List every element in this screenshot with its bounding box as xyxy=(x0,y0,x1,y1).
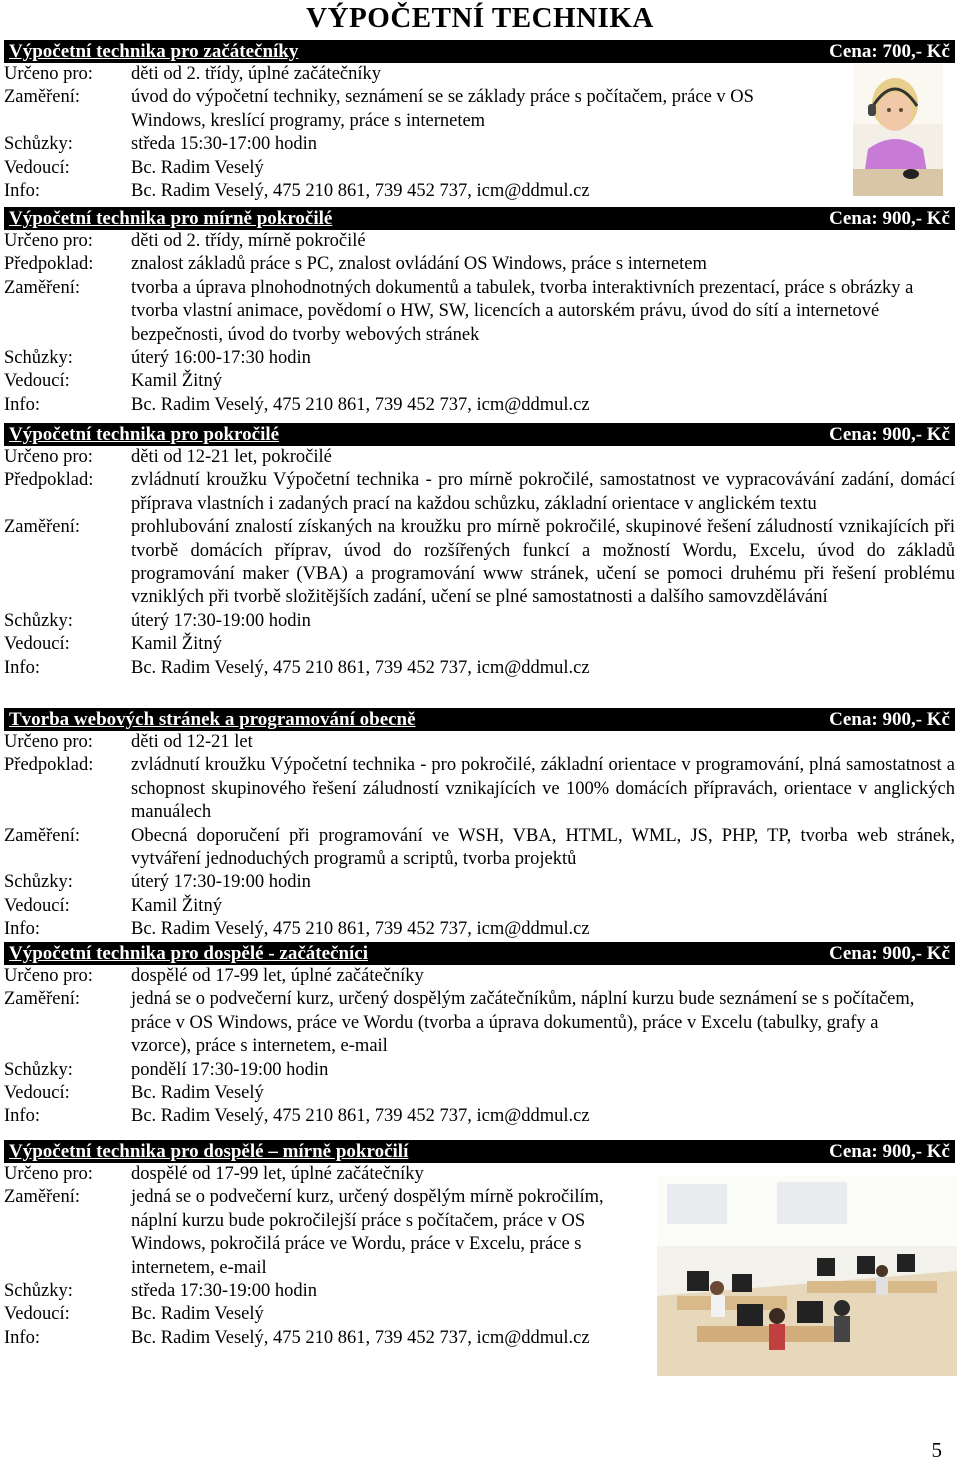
row-info xyxy=(4,657,955,680)
row-value: Bc. Radim Veselý xyxy=(131,1304,264,1325)
row-leader xyxy=(4,1082,955,1105)
row-value: děti od 12-21 let, pokročilé xyxy=(131,447,332,467)
row-label: Předpoklad: xyxy=(4,254,94,275)
row-value: Kamil Žitný xyxy=(131,895,222,916)
row-value: Bc. Radim Veselý, 475 210 861, 739 452 737, icm@ddmul.cz xyxy=(131,1327,590,1348)
course-advanced xyxy=(4,423,955,680)
course-header xyxy=(4,423,955,446)
row-label: Info: xyxy=(4,1106,40,1127)
course-header xyxy=(4,942,955,965)
row-focus xyxy=(4,277,955,347)
course-price: Cena: 900,- Kč xyxy=(829,942,950,964)
row-schedule xyxy=(4,133,955,156)
row-info xyxy=(4,394,955,417)
course-header xyxy=(4,207,955,230)
row-value: úvod do výpočetní techniky, seznámení se se základy práce s počítačem, práce v OS Windows, kreslící programy, práce s internetem xyxy=(131,87,754,131)
row-value: jedná se o podvečerní kurz, určený dospělým začátečníkům, náplní kurzu bude seznámení se s počítačem, práce v OS Windows, práce ve Wordu (tvorba a úprava dokumentů), práce v Excelu (tabulky, grafy a vzorce), práce s internetem, e-mail xyxy=(131,989,915,1057)
row-info xyxy=(4,180,955,203)
child-with-headset-photo xyxy=(853,64,943,196)
row-leader xyxy=(4,633,955,656)
course-moderately-advanced xyxy=(4,207,955,417)
course-title: Výpočetní technika pro dospělé - začátečníci xyxy=(9,942,369,964)
computer-classroom-photo xyxy=(657,1176,957,1376)
row-label: Schůzky: xyxy=(4,348,73,369)
course-title: Tvorba webových stránek a programování obecně xyxy=(9,708,416,730)
row-value: Bc. Radim Veselý xyxy=(131,157,264,178)
row-focus xyxy=(4,825,955,872)
row-value: děti od 2. třídy, úplné začátečníky xyxy=(131,64,382,84)
row-label: Vedoucí: xyxy=(4,1083,70,1104)
row-label: Určeno pro: xyxy=(4,732,93,752)
row-value: dospělé od 17-99 let, úplné začátečníky xyxy=(131,1164,424,1184)
row-label: Zaměření: xyxy=(4,517,81,538)
row-label: Vedoucí: xyxy=(4,895,70,916)
row-value: Obecná doporučení při programování ve WSH, VBA, HTML, WML, JS, PHP, TP, tvorba web stránek, vytváření jednoduchých programů a scriptů, tvorba projektů xyxy=(131,825,955,870)
row-value: Bc. Radim Veselý xyxy=(131,1083,264,1104)
row-prerequisite xyxy=(4,253,955,276)
page-number: 5 xyxy=(931,1438,942,1462)
row-value: Kamil Žitný xyxy=(131,634,222,655)
row-target xyxy=(4,63,955,86)
row-label: Info: xyxy=(4,1327,40,1348)
row-value: dospělé od 17-99 let, úplné začátečníky xyxy=(131,966,424,986)
row-label: Zaměření: xyxy=(4,989,81,1010)
course-title: Výpočetní technika pro mírně pokročilé xyxy=(9,207,333,229)
row-prerequisite xyxy=(4,469,955,516)
row-schedule xyxy=(4,610,955,633)
row-label: Vedoucí: xyxy=(4,634,70,655)
row-value: středa 15:30-17:00 hodin xyxy=(131,134,318,155)
row-label: Určeno pro: xyxy=(4,231,93,251)
course-header xyxy=(4,40,955,63)
row-label: Předpoklad: xyxy=(4,755,94,776)
course-beginners xyxy=(4,40,955,203)
row-value: Bc. Radim Veselý, 475 210 861, 739 452 737, icm@ddmul.cz xyxy=(131,1106,590,1127)
row-label: Schůzky: xyxy=(4,610,73,631)
row-leader xyxy=(4,370,955,393)
row-value: Bc. Radim Veselý, 475 210 861, 739 452 737, icm@ddmul.cz xyxy=(131,181,590,202)
row-value: úterý 17:30-19:00 hodin xyxy=(131,872,311,893)
row-label: Určeno pro: xyxy=(4,64,93,84)
row-label: Zaměření: xyxy=(4,87,81,108)
row-focus xyxy=(4,988,952,1058)
row-label: Schůzky: xyxy=(4,1059,73,1080)
course-web-programming xyxy=(4,708,955,942)
row-label: Určeno pro: xyxy=(4,966,93,986)
row-value: pondělí 17:30-19:00 hodin xyxy=(131,1059,329,1080)
row-label: Zaměření: xyxy=(4,277,81,298)
row-label: Zaměření: xyxy=(4,1187,81,1208)
course-price: Cena: 900,- Kč xyxy=(829,207,950,229)
row-leader xyxy=(4,157,955,180)
row-value: úterý 16:00-17:30 hodin xyxy=(131,348,311,369)
row-schedule xyxy=(4,871,955,894)
row-focus xyxy=(4,516,955,610)
row-value: Kamil Žitný xyxy=(131,371,222,392)
row-target xyxy=(4,230,955,253)
row-value: Bc. Radim Veselý, 475 210 861, 739 452 737, icm@ddmul.cz xyxy=(131,394,590,415)
course-header xyxy=(4,708,955,731)
course-price: Cena: 900,- Kč xyxy=(829,1140,950,1162)
row-label: Info: xyxy=(4,181,40,202)
row-value: zvládnutí kroužku Výpočetní technika - pro pokročilé, základní orientace v programování, plná samostatnost a schopnost skupinového řešení záludností vznikajících ve 100% domácích přípravách, orientace v anglických manuálech xyxy=(131,755,955,823)
row-value: zvládnutí kroužku Výpočetní technika - pro mírně pokročilé, samostatnost ve vypracovávání zadání, domácí příprava vlastních i zadaných prací na každou schůzku, základní orientace v anglickém textu xyxy=(131,470,955,514)
row-value: děti od 12-21 let xyxy=(131,732,253,752)
row-value: znalost základů práce s PC, znalost ovládání OS Windows, práce s internetem xyxy=(131,254,707,275)
row-label: Určeno pro: xyxy=(4,447,93,467)
row-label: Info: xyxy=(4,394,40,415)
row-schedule xyxy=(4,347,955,370)
row-focus xyxy=(4,86,824,133)
row-label: Schůzky: xyxy=(4,872,73,893)
row-label: Schůzky: xyxy=(4,1281,73,1302)
course-title: Výpočetní technika pro začátečníky xyxy=(9,40,299,62)
course-title: Výpočetní technika pro dospělé – mírně pokročilí xyxy=(9,1140,409,1162)
row-target xyxy=(4,446,955,469)
row-label: Zaměření: xyxy=(4,825,81,846)
row-value: Bc. Radim Veselý, 475 210 861, 739 452 737, icm@ddmul.cz xyxy=(131,657,590,678)
row-label: Vedoucí: xyxy=(4,1304,70,1325)
row-value: středa 17:30-19:00 hodin xyxy=(131,1281,318,1302)
row-label: Schůzky: xyxy=(4,134,73,155)
course-header xyxy=(4,1140,955,1163)
row-info xyxy=(4,918,955,941)
row-leader xyxy=(4,895,955,918)
course-adults-beginners xyxy=(4,942,955,1129)
row-label: Info: xyxy=(4,657,40,678)
course-title: Výpočetní technika pro pokročilé xyxy=(9,423,280,445)
row-value: prohlubování znalostí získaných na kroužku pro mírně pokročilé, skupinové řešení záludností vznikajících při tvorbě domácích příprav, úvod do rozšířených funkcí a možností Wordu, Excelu, úvod do základů programování maker (VBA) a programování www stránek, učení se pomoci druhému při řešení problému vzniklých při tvorbě složitějších zadání, učení se plné samostatnosti a dalšího samovzdělávání xyxy=(131,517,955,608)
row-target xyxy=(4,731,955,754)
course-price: Cena: 700,- Kč xyxy=(829,40,950,62)
row-label: Info: xyxy=(4,919,40,940)
row-target xyxy=(4,965,955,988)
course-price: Cena: 900,- Kč xyxy=(829,708,950,730)
row-schedule xyxy=(4,1059,955,1082)
row-value: úterý 17:30-19:00 hodin xyxy=(131,610,311,631)
course-price: Cena: 900,- Kč xyxy=(829,423,950,445)
row-info xyxy=(4,1105,955,1128)
row-value: jedná se o podvečerní kurz, určený dospělým mírně pokročilím, náplní kurzu bude pokročilejší práce s počítačem, práce v OS Windows, pokročilá práce ve Wordu, práce v Excelu, práce s internetem, e-mail xyxy=(131,1187,604,1278)
row-value: tvorba a úprava plnohodnotných dokumentů a tabulek, tvorba interaktivních prezentací, práce s obrázky a tvorba vlastní animace, povědomí o HW, SW, licencích a autorském právu, úvod do sítí a internetové bezpečnosti, úvod do tvorby webových stránek xyxy=(131,277,914,345)
row-label: Předpoklad: xyxy=(4,470,94,491)
row-label: Určeno pro: xyxy=(4,1164,93,1184)
page-title: VÝPOČETNÍ TECHNIKA xyxy=(306,2,654,34)
row-value: děti od 2. třídy, mírně pokročilé xyxy=(131,231,366,251)
row-label: Vedoucí: xyxy=(4,371,70,392)
row-prerequisite xyxy=(4,754,955,824)
row-value: Bc. Radim Veselý, 475 210 861, 739 452 737, icm@ddmul.cz xyxy=(131,919,590,940)
row-label: Vedoucí: xyxy=(4,157,70,178)
